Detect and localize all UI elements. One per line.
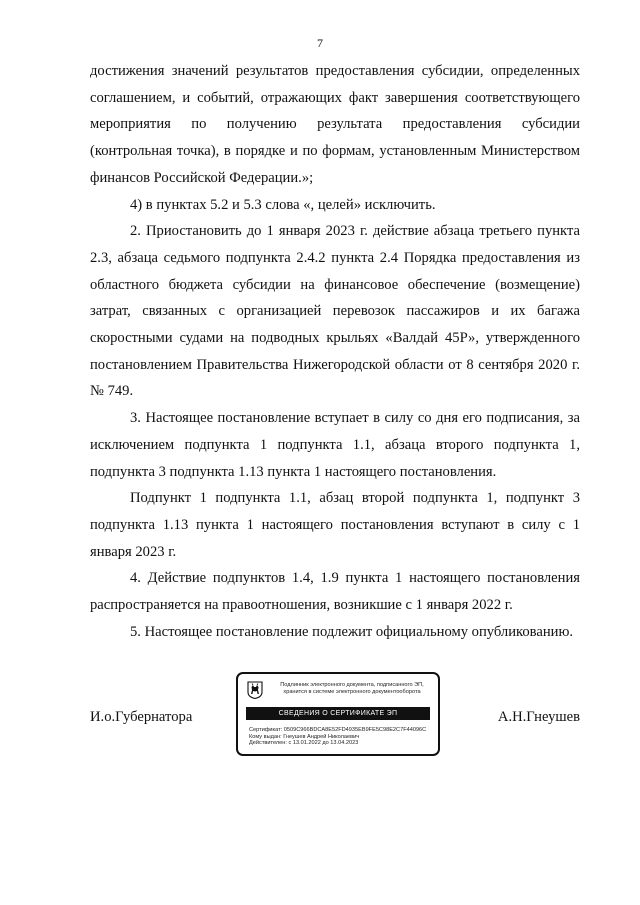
paragraph-clause-2: 2. Приостановить до 1 января 2023 г. действие абзаца третьего пункта 2.3, абзаца седьмого подпункта 2.4.2 пункта 2.4 Порядка предоставления из областного бюджета субсидии на финансовое обеспечение (возмещение) затрат, связанных с организацией перевозок пассажиров и их багажа скоростными судами на подводных крыльях «Валдай 45Р», утвержденного постановлением Правительства Нижегородской области от 8 сентября 2020 г. № 749.	[90, 223, 580, 400]
paragraph-item-4: 4) в пунктах 5.2 и 5.3 слова «, целей» исключить.	[130, 196, 436, 213]
stamp-validity: Действителен: с 13.01.2022 до 13.04.2023	[249, 740, 359, 747]
stamp-note-line: хранится в системе электронного документооборота	[283, 688, 421, 695]
stamp-note	[268, 682, 436, 695]
stamp-certificate-number: Сертификат: 0509C966BDCA8E52FD4935EB9FE5C98E2C7F44096C	[249, 727, 427, 733]
paragraph-effective-date: Подпункт 1 подпункта 1.1, абзац второй подпункта 1, подпункт 3 подпункта 1.13 пункта 1 настоящего постановления вступают в силу с 1 января 2023 г.	[90, 490, 580, 560]
paragraph-clause-3: 3. Настоящее постановление вступает в силу со дня его подписания, за исключением подпункта 1 подпункта 1.1, абзаца второго подпункта 1, подпункта 3 подпункта 1.13 пункта 1 настоящего постановления.	[90, 410, 580, 480]
paragraph-continuation: достижения значений результатов предоставления субсидии, определенных соглашением, и событий, отражающих факт завершения соответствующего мероприятия по получению результата предоставления субсидии (контрольная точка), в порядке и по формам, установленным Министерством финансов Российской Федерации.»;	[90, 63, 580, 186]
deer-emblem-icon	[247, 681, 263, 699]
stamp-note-line: Подлинник электронного документа, подписанного ЭП,	[280, 682, 424, 688]
paragraph-clause-5: 5. Настоящее постановление подлежит официальному опубликованию.	[130, 623, 574, 640]
signer-name: А.Н.Гнеушев	[497, 709, 580, 725]
document-body	[90, 58, 580, 645]
stamp-details	[249, 727, 435, 747]
stamp-issued-to: Кому выдан: Гнеушев Андрей Николаевич	[249, 733, 360, 740]
stamp-banner: СВЕДЕНИЯ О СЕРТИФИКАТЕ ЭП	[246, 707, 430, 720]
signer-title: И.о.Губернатора	[90, 709, 193, 725]
page-number: 7	[317, 36, 323, 50]
paragraph-clause-4: 4. Действие подпунктов 1.4, 1.9 пункта 1 настоящего постановления распространяется на правоотношения, возникшие с 1 января 2022 г.	[90, 570, 580, 614]
signature-certificate-stamp	[236, 672, 440, 756]
